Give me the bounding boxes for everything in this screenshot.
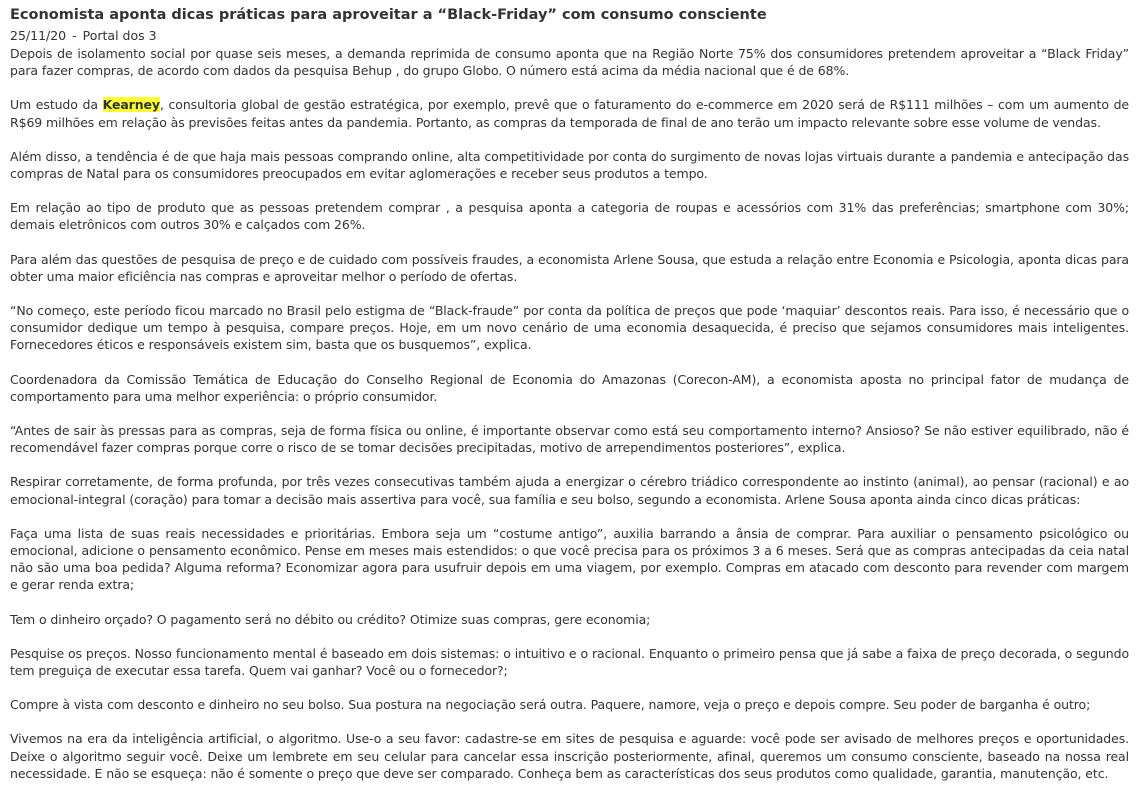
paragraph: Em relação ao tipo de produto que as pessoas pretendem comprar , a pesquisa aponta a categoria de roupas e acessórios com 31% das preferências; smartphone com 30%; demais eletrônicos com outros 30% e calçados com 26%. (10, 200, 1129, 233)
paragraph: Vivemos na era da inteligência artificial, o algoritmo. Use-o a seu favor: cadastre-se em sites de pesquisa e aguarde: você pode ser avisado de melhores preços e oportunidades. Deixe o algoritmo seguir você. Deixe um lembrete em seu celular para cancelar essa inscrição posteriormente, afinal, queremos um consumo consciente, baseado na nossa real necessidade. E não se esqueça: não é somente o preço que deve ser comparado. Conheça bem as características dos seus produtos como qualidade, garantia, manutenção, etc. (10, 731, 1129, 781)
paragraph: Tem o dinheiro orçado? O pagamento será no débito ou crédito? Otimize suas compras, gere economia; (10, 611, 651, 627)
paragraph-text: , consultoria global de gestão estratégica, por exemplo, prevê que o faturamento do e-commerce em 2020 será de R$111 milhões – com um aumento de R$69 milhões em relação às previsões feitas antes da pandemia. Portanto, as compras da temporada de final de ano terão um impacto relevante sobre esse volume de vendas. (10, 97, 1129, 130)
article-date: 25/11/20 (10, 28, 67, 43)
paragraph (10, 96, 1129, 130)
paragraph: Depois de isolamento social por quase seis meses, a demanda reprimida de consumo aponta que na Região Norte 75% dos consumidores pretendem aproveitar a “Black Friday” para fazer compras, de acordo com dados da pesquisa Behup , do grupo Globo. O número está acima da média nacional que é de 68%. (10, 46, 1129, 79)
paragraph: Compre à vista com desconto e dinheiro no seu bolso. Sua postura na negociação será outra. Paquere, namore, veja o preço e depois compre. Seu poder de barganha é outro; (10, 697, 1091, 713)
meta-separator: - (72, 28, 77, 43)
article-title: Economista aponta dicas práticas para aproveitar a “Black-Friday” com consumo consciente (10, 7, 767, 23)
paragraph: Coordenadora da Comissão Temática de Educação do Conselho Regional de Economia do Amazonas (Corecon-AM), a economista aposta no principal fator de mudança de comportamento para uma melhor experiência: o próprio consumidor. (10, 371, 1129, 404)
highlighted-term: Kearney (102, 97, 160, 113)
paragraph-text: Um estudo da (10, 97, 103, 113)
paragraph: “Antes de sair às pressas para as compras, seja de forma física ou online, é importante observar como está seu comportamento interno? Ansioso? Se não estiver equilibrado, não é recomendável fazer compras porque corre o risco de se tomar decisões precipitadas, motivo de arrependimentos posteriores”, explica. (10, 423, 1129, 456)
paragraph: Além disso, a tendência é de que haja mais pessoas comprando online, alta competitividade por conta do surgimento de novas lojas virtuais durante a pandemia e antecipação das compras de Natal para os consumidores preocupados em evitar aglomerações e receber seus produtos a tempo. (10, 148, 1129, 182)
paragraph: Pesquise os preços. Nosso funcionamento mental é baseado em dois sistemas: o intuitivo e o racional. Enquanto o primeiro pensa que já sabe a faixa de preço decorada, o segundo tem preguiça de executar essa tarefa. Quem vai ganhar? Você ou o fornecedor?; (10, 645, 1129, 679)
article-source: Portal dos 3 (82, 28, 157, 43)
paragraph: Para além das questões de pesquisa de preço e de cuidado com possíveis fraudes, a economista Arlene Sousa, que estuda a relação entre Economia e Psicologia, aponta dicas para obter uma maior eficiência nas compras e aproveitar melhor o período de ofertas. (10, 251, 1129, 284)
article-body (10, 45, 1129, 782)
article-meta (10, 27, 1129, 45)
paragraph: “No começo, este período ficou marcado no Brasil pelo estigma de “Black-fraude” por conta da política de preços que pode ‘maquiar’ descontos reais. Para isso, é necessário que o consumidor dedique um tempo à pesquisa, compare preços. Hoje, em um novo cenário de uma economia desaquecida, é preciso que sejamos consumidores mais inteligentes. Fornecedores éticos e responsáveis existem sim, basta que os busquemos”, explica. (10, 303, 1129, 353)
paragraph: Faça uma lista de suas reais necessidades e prioritárias. Embora seja um “costume antigo”, auxilia barrando a ânsia de comprar. Para auxiliar o pensamento psicológico ou emocional, adicione o pensamento econômico. Pense em meses mais estendidos: o que você precisa para os próximos 3 a 6 meses. Será que as compras antecipadas da ceia natal não são uma boa pedida? Alguma reforma? Economizar agora para usufruir depois em uma viagem, por exemplo. Compras em atacado com desconto para revender com margem e gerar renda extra; (10, 525, 1129, 593)
paragraph: Respirar corretamente, de forma profunda, por três vezes consecutivas também ajuda a energizar o cérebro triádico correspondente ao instinto (animal), ao pensar (racional) e ao emocional-integral (coração) para tomar a decisão mais assertiva para você, sua família e seu bolso, segundo a economista. Arlene Sousa aponta ainda cinco dicas práticas: (10, 474, 1129, 507)
